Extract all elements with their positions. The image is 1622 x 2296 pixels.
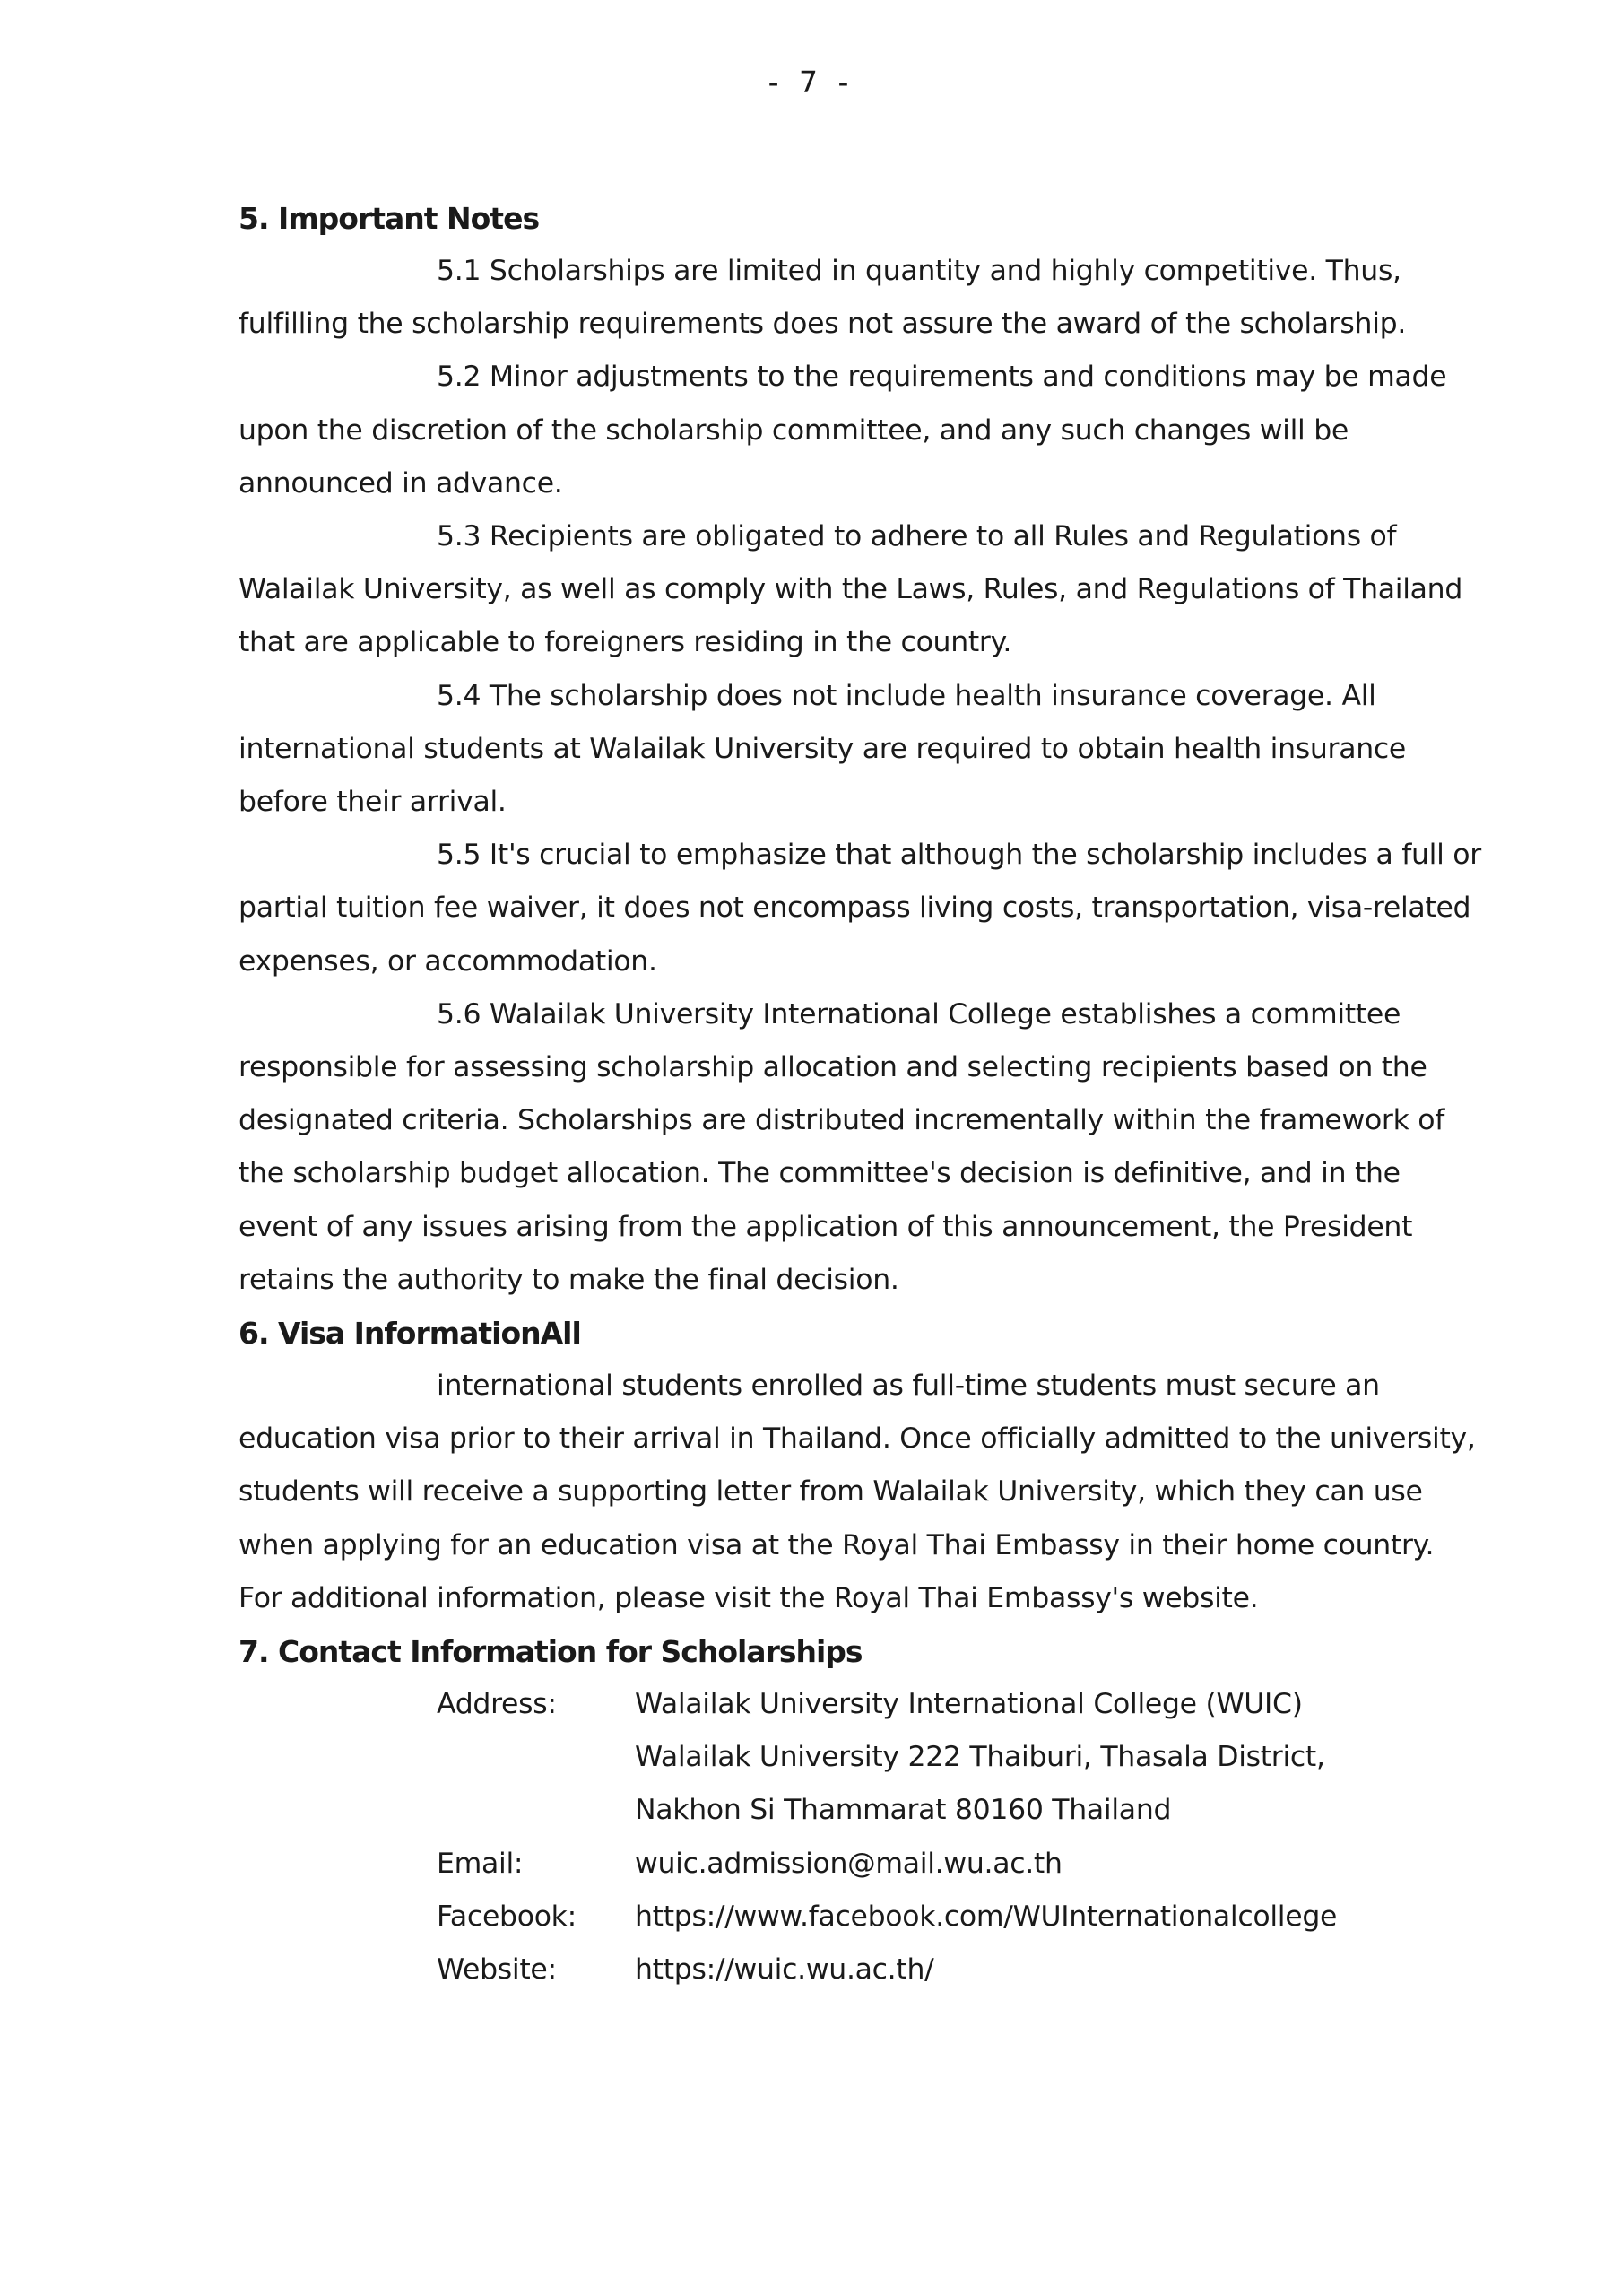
note-5-6: 5.6 Walailak University International College establishes a committee responsible for assessing scholarship allocation and selecting recipients based on the designated criteria. Scholarships are distributed incrementally within the framework of the scholarship budget allocation. The committee's decision is definitive, and in the event of any issues arising from the application of this announcement, the President retains the authority to make the final decision. xyxy=(239,997,1444,1296)
email-value[interactable]: wuic.admission@mail.wu.ac.th xyxy=(635,1847,1063,1880)
note-5-2: 5.2 Minor adjustments to the requirements and conditions may be made upon the discretion of the scholarship committee, and any such changes will be announced in advance. xyxy=(239,361,1447,500)
section-heading-visa: 6. Visa InformationAll xyxy=(239,1316,581,1352)
address-value xyxy=(635,1678,1485,1838)
facebook-link[interactable]: https://www.facebook.com/WUInternationalcollege xyxy=(635,1900,1338,1933)
contact-email-row xyxy=(239,1838,1485,1891)
note-5-1: 5.1 Scholarships are limited in quantity and highly competitive. Thus, fulfilling the scholarship requirements does not assure the award of the scholarship. xyxy=(239,255,1407,341)
address-label: Address: xyxy=(437,1688,557,1721)
note-5-3: 5.3 Recipients are obligated to adhere to all Rules and Regulations of Walailak University, as well as comply with the Laws, Rules, and Regulations of Thailand that are applicable to foreigners residing in the country. xyxy=(239,520,1463,659)
section-heading-contact: 7. Contact Information for Scholarships xyxy=(239,1634,863,1670)
page-number: - 7 - xyxy=(768,65,854,100)
note-5-5: 5.5 It's crucial to emphasize that although the scholarship includes a full or partial tuition fee waiver, it does not encompass living costs, transportation, visa-related expenses, or accommodation. xyxy=(239,839,1481,978)
note-5-4: 5.4 The scholarship does not include health insurance coverage. All international students at Walailak University are required to obtain health insurance before their arrival. xyxy=(239,679,1406,819)
address-line-3: Nakhon Si Thammarat 80160 Thailand xyxy=(635,1794,1172,1827)
email-label: Email: xyxy=(437,1847,524,1880)
section-heading-important-notes: 5. Important Notes xyxy=(239,201,540,236)
contact-address-row xyxy=(239,1678,1485,1838)
contact-facebook-row xyxy=(239,1891,1485,1944)
facebook-label: Facebook: xyxy=(437,1900,577,1933)
contact-website-row xyxy=(239,1944,1485,1996)
address-line-2: Walailak University 222 Thaiburi, Thasala District, xyxy=(635,1741,1325,1774)
document-body xyxy=(239,192,1485,1996)
visa-paragraph: international students enrolled as full-time students must secure an education visa prior to their arrival in Thailand. Once officially admitted to the university, students will receive a supporting letter from Walailak University, which they can use when applying for an education visa at the Royal Thai Embassy in their home country. For additional information, please visit the Royal Thai Embassy's website. xyxy=(239,1370,1476,1614)
website-link[interactable]: https://wuic.wu.ac.th/ xyxy=(635,1953,934,1987)
address-line-1: Walailak University International College (WUIC) xyxy=(635,1688,1303,1721)
website-label: Website: xyxy=(437,1953,557,1987)
